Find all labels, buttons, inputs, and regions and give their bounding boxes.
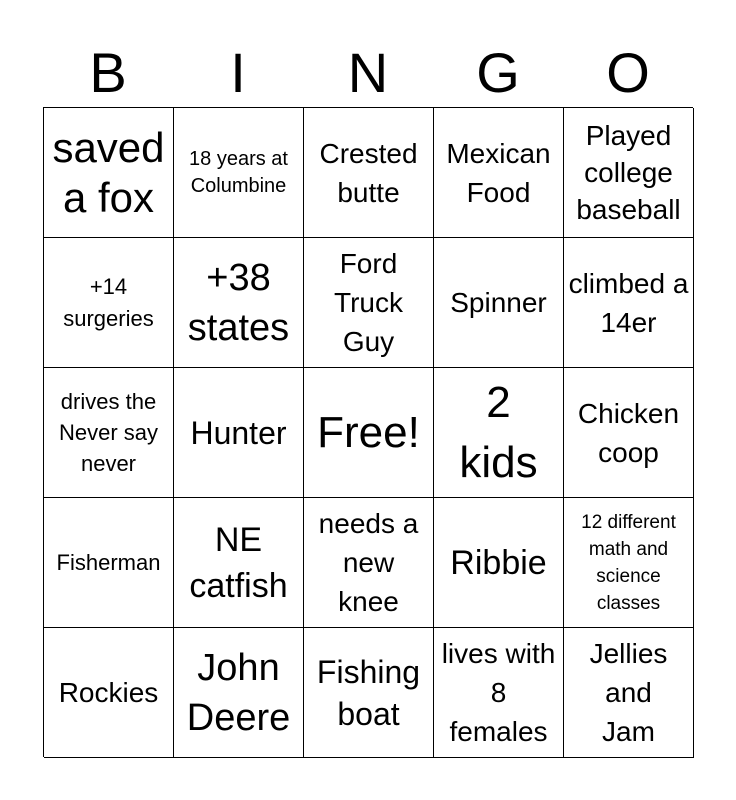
cell-label: climbed a 14er: [568, 267, 689, 338]
bingo-cell-r3-c5[interactable]: [564, 368, 694, 498]
cell-label: Played college baseball: [576, 120, 681, 225]
bingo-cell-r5-c1[interactable]: [44, 628, 174, 758]
cell-label: +38 states: [187, 256, 290, 349]
cell-label: 2 kids: [459, 377, 538, 487]
bingo-cell-r2-c4[interactable]: [434, 238, 564, 368]
bingo-cell-r1-c2[interactable]: [174, 108, 304, 238]
cell-label: Mexican Food: [446, 137, 551, 208]
cell-label: Ribbie: [450, 543, 547, 582]
cell-label: John Deere: [186, 646, 291, 739]
bingo-cell-r5-c5[interactable]: [564, 628, 694, 758]
bingo-cell-r1-c3[interactable]: [304, 108, 434, 238]
bingo-cell-r1-c5[interactable]: [564, 108, 694, 238]
bingo-cell-r2-c1[interactable]: [44, 238, 174, 368]
cell-label: Hunter: [190, 414, 287, 451]
cell-label: Chicken coop: [577, 397, 680, 468]
bingo-cell-r2-c3[interactable]: [304, 238, 434, 368]
cell-label: drives the Never say never: [58, 389, 159, 476]
cell-label: Fishing boat: [316, 653, 421, 732]
bingo-cell-r3-c2[interactable]: [174, 368, 304, 498]
cell-label: Rockies: [58, 677, 159, 708]
bingo-cell-r2-c2[interactable]: [174, 238, 304, 368]
cell-label: Ford Truck Guy: [334, 248, 403, 357]
bingo-cell-r4-c4[interactable]: [434, 498, 564, 628]
bingo-header: [43, 40, 693, 106]
header-letter-n: N: [347, 41, 389, 104]
bingo-cell-r4-c1[interactable]: [44, 498, 174, 628]
cell-label: saved a fox: [52, 123, 165, 221]
cell-label: 18 years at Columbine: [189, 147, 288, 197]
header-letter-b: B: [89, 41, 127, 104]
bingo-cell-r4-c2[interactable]: [174, 498, 304, 628]
header-letter-g: G: [476, 41, 520, 104]
bingo-cell-r2-c5[interactable]: [564, 238, 694, 368]
cell-label: lives with 8 females: [441, 638, 556, 747]
cell-label: +14 surgeries: [63, 273, 154, 331]
bingo-cell-r5-c2[interactable]: [174, 628, 304, 758]
cell-label: Spinner: [450, 287, 547, 318]
bingo-cell-r4-c3[interactable]: [304, 498, 434, 628]
bingo-cell-r1-c1[interactable]: [44, 108, 174, 238]
cell-label: 12 different math and science classes: [581, 511, 676, 614]
bingo-cell-r5-c3[interactable]: [304, 628, 434, 758]
cell-label: NE catfish: [189, 520, 288, 605]
header-letter-i: I: [230, 41, 246, 104]
bingo-cell-r3-c3[interactable]: [304, 368, 434, 498]
cell-label: Free!: [317, 407, 420, 457]
cell-label: Jellies and Jam: [589, 638, 668, 747]
bingo-cell-r1-c4[interactable]: [434, 108, 564, 238]
bingo-board: [43, 107, 693, 757]
bingo-cell-r5-c4[interactable]: [434, 628, 564, 758]
cell-label: Crested butte: [319, 137, 418, 208]
cell-label: needs a new knee: [318, 508, 419, 617]
bingo-cell-r4-c5[interactable]: [564, 498, 694, 628]
cell-label: Fisherman: [56, 550, 161, 575]
bingo-cell-r3-c4[interactable]: [434, 368, 564, 498]
header-letter-o: O: [606, 41, 650, 104]
bingo-cell-r3-c1[interactable]: [44, 368, 174, 498]
